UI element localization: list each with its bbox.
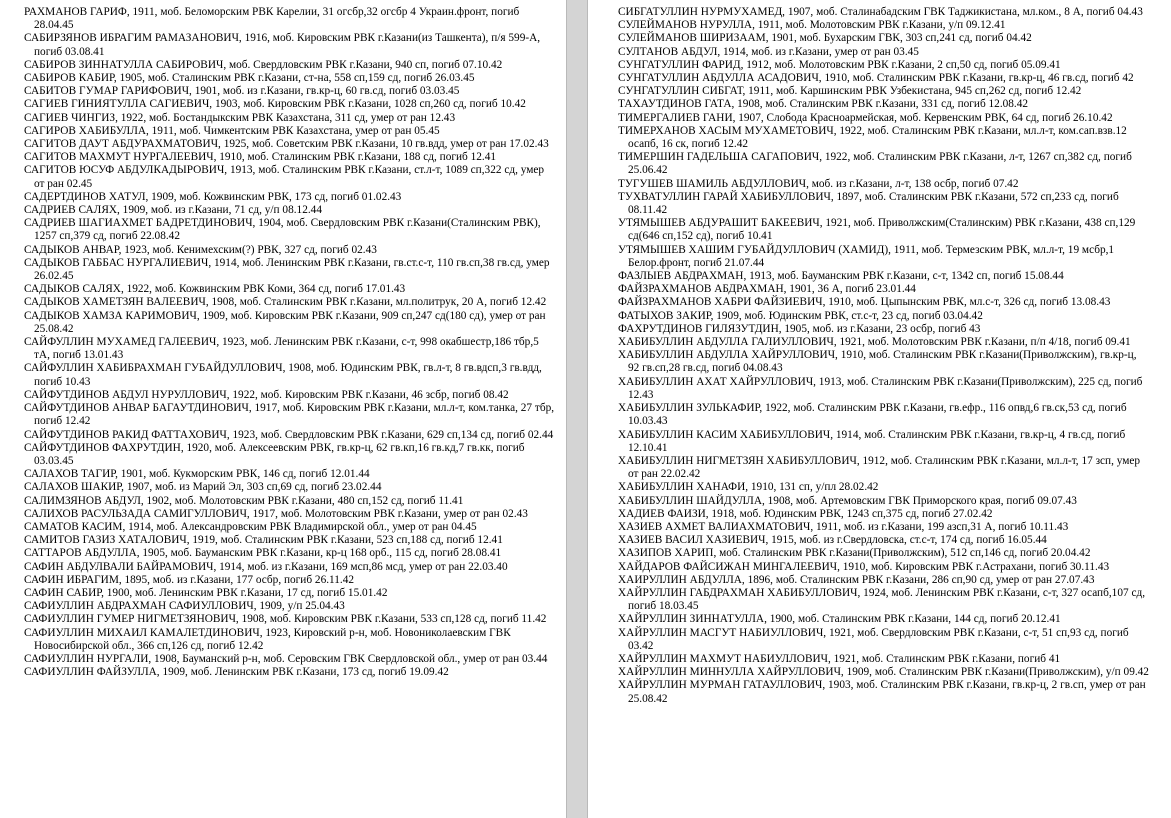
record-entry: САЛИМЗЯНОВ АБДУЛ, 1902, моб. Молотовским РВК г.Казани, 480 сп,152 сд, погиб 11.41: [24, 494, 464, 507]
record-entry: ХАБИБУЛЛИН АХАТ ХАЙРУЛЛОВИЧ, 1913, моб. Сталинским РВК г.Казани(Приволжским), 225 сд, погиб 12.43: [618, 375, 1143, 401]
record-entry: САФИУЛЛИН ГУМЕР НИГМЕТЗЯНОВИЧ, 1908, моб. Кировским РВК г.Казани, 533 сп,128 сд, погиб 11.42: [24, 613, 547, 626]
record-entry: САДРИЕВ САЛЯХ, 1909, моб. из г.Казани, 71 сд, у/п 08.12.44: [24, 204, 322, 217]
record-entry: САДЫКОВ САЛЯХ, 1922, моб. Кожвинским РВК Коми, 364 сд, погиб 17.01.43: [24, 283, 406, 296]
record-entry: ФАЙЗРАХМАНОВ АБДРАХМАН, 1901, 36 А, погиб 23.01.44: [618, 283, 916, 296]
record-entry: САЙФУТДИНОВ ФАХРУТДИН, 1920, моб. Алексеевским РВК, гв.кр-ц, 62 гв.кп,16 гв.кд,7 гв.кк, погиб 03.03.45: [24, 441, 525, 467]
record-entry: САГИТОВ ЮСУФ АБДУЛКАДЫРОВИЧ, 1913, моб. Сталинским РВК г.Казани, ст.л-т, 1089 сп,322 сд, умер от ран 02.45: [24, 164, 545, 190]
record-entry: ХАЙРУЛЛИН ЗИННАТУЛЛА, 1900, моб. Сталинским РВК г.Казани, 144 сд, погиб 20.12.41: [618, 613, 1061, 626]
record-entry: ХАБИБУЛЛИН НИГМЕТЗЯН ХАБИБУЛЛОВИЧ, 1912, моб. Сталинским РВК г.Казани, мл.л-т, 17 зсп, умер от ран 22.02.42: [618, 454, 1141, 481]
record-entry: САЛАХОВ ТАГИР, 1901, моб. Кукморским РВК, 146 сд, погиб 12.01.44: [24, 468, 370, 481]
record-entry: САДЫКОВ АНВАР, 1923, моб. Кенимехским(?) РВК, 327 сд, погиб 02.43: [24, 243, 377, 256]
record-entry: ХАЗИЕВ АХМЕТ ВАЛИАХМАТОВИЧ, 1911, моб. из г.Казани, 199 азсп,31 А, погиб 10.11.43: [618, 520, 1069, 533]
record-entry: САГИРОВ ХАБИБУЛЛА, 1911, моб. Чимкентским РВК Казахстана, умер от ран 05.45: [24, 124, 440, 137]
record-entry: ХАЙРУЛЛИН ГАБДРАХМАН ХАБИБУЛЛОВИЧ, 1924, моб. Ленинским РВК г.Казани, с-т, 327 осапб,107 сд, погиб 18.03.45: [618, 586, 1146, 613]
record-entry: САБИРЗЯНОВ ИБРАГИМ РАМАЗАНОВИЧ, 1916, моб. Кировским РВК г.Казани(из Ташкента), п/я 599-А, погиб 03.08.41: [24, 32, 541, 58]
record-entry: ХАЗИПОВ ХАРИП, моб. Сталинским РВК г.Казани(Приволжским), 512 сп,146 сд, погиб 20.04.42: [618, 547, 1091, 560]
record-entry: САДЫКОВ ХАМЗА КАРИМОВИЧ, 1909, моб. Кировским РВК г.Казани, 909 сп,247 сд(180 сд), умер от ран 25.08.42: [24, 309, 546, 335]
record-entry: ФАЗЛЫЕВ АБДРАХМАН, 1913, моб. Бауманским РВК г.Казани, с-т, 1342 сп, погиб 15.08.44: [618, 270, 1064, 283]
record-entry: САБИРОВ КАБИР, 1905, моб. Сталинским РВК г.Казани, ст-на, 558 сп,159 сд, погиб 26.03.45: [24, 72, 475, 85]
record-entry: САЙФУТДИНОВ РАКИД ФАТТАХОВИЧ, 1923, моб. Свердловским РВК г.Казани, 629 сп,134 сд, погиб 02.44: [24, 428, 554, 441]
record-entry: САЛАХОВ ШАКИР, 1907, моб. из Марий Эл, 303 сп,69 сд, погиб 23.02.44: [24, 481, 382, 494]
record-entry: САФИУЛЛИН НУРГАЛИ, 1908, Бауманский р-н, моб. Серовским ГВК Свердловской обл., умер от ран 03.44: [24, 652, 548, 665]
record-entry: ХАБИБУЛЛИН АБДУЛЛА ГАЛИУЛЛОВИЧ, 1921, моб. Молотовским РВК г.Казани, п/п 4/18, погиб 09.41: [618, 336, 1131, 349]
record-entry: САМИТОВ ГАЗИЗ ХАТАЛОВИЧ, 1919, моб. Сталинским РВК г.Казани, 523 сп,188 сд, погиб 12.41: [24, 534, 503, 547]
record-entry: САФИУЛЛИН АБДРАХМАН САФИУЛЛОВИЧ, 1909, у/п 25.04.43: [24, 600, 345, 613]
record-entry: ТАХАУТДИНОВ ГАТА, 1908, моб. Сталинским РВК г.Казани, 331 сд, погиб 12.08.42: [618, 98, 1029, 111]
record-entry: САГИЕВ ЧИНГИЗ, 1922, моб. Бостандыкским РВК Казахстана, 311 сд, умер от ран 12.43: [24, 111, 456, 124]
record-entry: СИБГАТУЛЛИН НУРМУХАМЕД, 1907, моб. Сталинабадским ГВК Таджикистана, мл.ком., 8 А, погиб 04.43: [618, 6, 1143, 18]
record-entry: САГИТОВ ДАУТ АБДУРАХМАТОВИЧ, 1925, моб. Советским РВК г.Казани, 10 гв.вдд, умер от ран 17.02.43: [24, 138, 549, 151]
record-entry: ТУХВАТУЛЛИН ГАРАЙ ХАБИБУЛЛОВИЧ, 1897, моб. Сталинским РВК г.Казани, 572 сп,233 сд, погиб 08.11.42: [618, 190, 1119, 217]
record-entry: САЙФУЛЛИН ХАБИБРАХМАН ГУБАЙДУЛЛОВИЧ, 1908, моб. Юдинским РВК, гв.л-т, 8 гв.вдсп,3 гв.вдд, погиб 10.43: [24, 362, 542, 388]
record-entry: РАХМАНОВ ГАРИФ, 1911, моб. Беломорским РВК Карелии, 31 огсбр,32 огсбр 4 Украин.фронт, погиб 28.04.45: [24, 6, 520, 32]
record-entry: САБИТОВ ГУМАР ГАРИФОВИЧ, 1901, моб. из г.Казани, гв.кр-ц, 60 гв.сд, погиб 03.03.45: [24, 85, 460, 98]
left-page: [0, 0, 566, 818]
record-entry: СУЛТАНОВ АБДУЛ, 1914, моб. из г.Казани, умер от ран 03.45: [618, 45, 919, 58]
record-entry: ХАЙРУЛЛИН МУРМАН ГАТАУЛЛОВИЧ, 1903, моб. Сталинским РВК г.Казани, гв.кр-ц, 2 гв.сп, умер от ран 25.08.42: [618, 679, 1146, 705]
record-entry: ХАЙРУЛЛИН МИННУЛЛА ХАЙРУЛЛОВИЧ, 1909, моб. Сталинским РВК г.Казани(Приволжским), у/п 09.42: [618, 666, 1149, 679]
record-entry: ХАБИБУЛЛИН ШАЙДУЛЛА, 1908, моб. Артемовским ГВК Приморского края, погиб 09.07.43: [618, 494, 1077, 507]
record-entry: САБИРОВ ЗИННАТУЛЛА САБИРОВИЧ, моб. Свердловским РВК г.Казани, 940 сп, погиб 07.10.42: [24, 58, 503, 71]
record-entry: ХАБИБУЛЛИН КАСИМ ХАБИБУЛЛОВИЧ, 1914, моб. Сталинским РВК г.Казани, гв.кр-ц, 4 гв.сд, погиб 12.10.41: [618, 428, 1126, 454]
record-entry: САФИУЛЛИН МИХАИЛ КАМАЛЕТДИНОВИЧ, 1923, Кировский р-н, моб. Новониколаевским ГВК Новосибирской обл., 366 сп,126 сд, погиб 12.42: [24, 626, 511, 652]
right-column-entries: [618, 6, 1150, 706]
right-page: [588, 0, 1171, 818]
record-entry: СУЛЕЙМАНОВ НУРУЛЛА, 1911, моб. Молотовским РВК г.Казани, у/п 09.12.41: [618, 19, 1006, 32]
record-entry: САЛИХОВ РАСУЛЬЗАДА САМИГУЛЛОВИЧ, 1917, моб. Молотовским РВК г.Казани, умер от ран 02.43: [24, 507, 528, 520]
record-entry: СУЛЕЙМАНОВ ШИРИЗААМ, 1901, моб. Бухарским ГВК, 303 сп,241 сд, погиб 04.42: [618, 32, 1032, 45]
record-entry: САГИТОВ МАХМУТ НУРГАЛЕЕВИЧ, 1910, моб. Сталинским РВК г.Казани, 188 сд, погиб 12.41: [24, 151, 497, 164]
record-entry: САДЫКОВ ГАББАС НУРГАЛИЕВИЧ, 1914, моб. Ленинским РВК г.Казани, гв.ст.с-т, 110 гв.сп,38 гв.сд, умер 26.02.45: [24, 256, 550, 283]
record-entry: САДЫКОВ ХАМЕТЗЯН ВАЛЕЕВИЧ, 1908, моб. Сталинским РВК г.Казани, мл.политрук, 20 А, погиб 12.42: [24, 296, 547, 309]
record-entry: САГИЕВ ГИНИЯТУЛЛА САГИЕВИЧ, 1903, моб. Кировским РВК г.Казани, 1028 сп,260 сд, погиб 10.42: [24, 98, 526, 111]
record-entry: САФИУЛЛИН ФАЙЗУЛЛА, 1909, моб. Ленинским РВК г.Казани, 173 сд, погиб 19.09.42: [24, 666, 449, 679]
record-entry: ФАТЫХОВ ЗАКИР, 1909, моб. Юдинским РВК, ст.с-т, 23 сд, погиб 03.04.42: [618, 309, 983, 322]
page-gutter: [566, 0, 588, 818]
record-entry: ФАЙЗРАХМАНОВ ХАБРИ ФАЙЗИЕВИЧ, 1910, моб. Цыпынским РВК, мл.с-т, 326 сд, погиб 13.08.43: [618, 296, 1111, 309]
record-entry: ХАБИБУЛЛИН ХАНАФИ, 1910, 131 сп, у/пл 28.02.42: [618, 481, 879, 494]
record-entry: ТИМЕРГАЛИЕВ ГАНИ, 1907, Слобода Красноармейская, моб. Кервенским РВК, 64 сд, погиб 26.10.42: [618, 111, 1113, 124]
record-entry: ХАЙРУЛЛИН МАХМУТ НАБИУЛЛОВИЧ, 1921, моб. Сталинским РВК г.Казани, погиб 41: [618, 652, 1061, 665]
record-entry: ФАХРУТДИНОВ ГИЛЯЗУТДИН, 1905, моб. из г.Казани, 23 осбр, погиб 43: [618, 322, 981, 335]
record-entry: ТИМЕРХАНОВ ХАСЫМ МУХАМЕТОВИЧ, 1922, моб. Сталинским РВК г.Казани, мл.л-т, ком.сап.взв.12 осапб, 16 ск, погиб 12.42: [618, 124, 1127, 151]
record-entry: ХАЙДАРОВ ФАЙСИЖАН МИНГАЛЕЕВИЧ, 1910, моб. Кировским РВК г.Астрахани, погиб 30.11.43: [618, 560, 1110, 573]
record-entry: САЙФУЛЛИН МУХАМЕД ГАЛЕЕВИЧ, 1923, моб. Ленинским РВК г.Казани, с-т, 998 окабшестр,186 тбр,5 тА, погиб 13.01.43: [24, 336, 539, 362]
record-entry: ХАДИЕВ ФАИЗИ, 1918, моб. Юдинским РВК, 1243 сп,375 сд, погиб 27.02.42: [618, 507, 993, 520]
record-entry: САДРИЕВ ШАГИАХМЕТ БАДРЕТДИНОВИЧ, 1904, моб. Свердловским РВК г.Казани(Сталинским РВК), 1257 сп,379 сд, погиб 22.08.42: [24, 217, 541, 243]
record-entry: САФИН АБДУЛВАЛИ БАЙРАМОВИЧ, 1914, моб. из г.Казани, 169 мсп,86 мсд, умер от ран 22.03.40: [24, 560, 508, 573]
record-entry: СУНГАТУЛЛИН ФАРИД, 1912, моб. Молотовским РВК г.Казани, 2 сп,50 сд, погиб 05.09.41: [618, 58, 1061, 71]
record-entry: САФИН САБИР, 1900, моб. Ленинским РВК г.Казани, 17 сд, погиб 15.01.42: [24, 586, 388, 599]
record-entry: СУНГАТУЛЛИН СИБГАТ, 1911, моб. Каршинским РВК Узбекистана, 945 сп,262 сд, погиб 12.42: [618, 85, 1082, 98]
record-entry: ХАИРУЛЛИН АБДУЛЛА, 1896, моб. Сталинским РВК г.Казани, 286 сп,90 сд, умер от ран 27.07.43: [618, 573, 1095, 586]
record-entry: САФИН ИБРАГИМ, 1895, моб. из г.Казани, 177 осбр, погиб 26.11.42: [24, 573, 355, 586]
record-entry: ТУГУШЕВ ШАМИЛЬ АБДУЛЛОВИЧ, моб. из г.Казани, л-т, 138 осбр, погиб 07.42: [618, 177, 1019, 190]
record-entry: СУНГАТУЛЛИН АБДУЛЛА АСАДОВИЧ, 1910, моб. Сталинским РВК г.Казани, гв.кр-ц, 46 гв.сд, погиб 42: [618, 72, 1134, 85]
record-entry: ХАЗИЕВ ВАСИЛ ХАЗИЕВИЧ, 1915, моб. из г.Свердловска, ст.с-т, 174 сд, погиб 16.05.44: [618, 534, 1047, 547]
record-entry: ТИМЕРШИН ГАДЕЛЬША САГАПОВИЧ, 1922, моб. Сталинским РВК г.Казани, л-т, 1267 сп,382 сд, погиб 25.06.42: [618, 151, 1132, 177]
record-entry: ХАБИБУЛЛИН ЗУЛЬКАФИР, 1922, моб. Сталинским РВК г.Казани, гв.ефр., 116 опвд,6 гв.ск,53 сд, погиб 10.03.43: [618, 402, 1127, 428]
record-entry: САЙФУТДИНОВ АБДУЛ НУРУЛЛОВИЧ, 1922, моб. Кировским РВК г.Казани, 46 зсбр, погиб 08.42: [24, 388, 509, 401]
record-entry: САДЕРТДИНОВ ХАТУЛ, 1909, моб. Кожвинским РВК, 173 сд, погиб 01.02.43: [24, 190, 402, 203]
left-column-entries: [24, 6, 556, 679]
record-entry: ХАБИБУЛЛИН АБДУЛЛА ХАЙРУЛЛОВИЧ, 1910, моб. Сталинским РВК г.Казани(Приволжским), гв.кр-ц, 92 гв.сп,28 гв.сд, погиб 04.08.43: [618, 349, 1137, 375]
record-entry: САЙФУТДИНОВ АНВАР БАГАУТДИНОВИЧ, 1917, моб. Кировским РВК г.Казани, мл.л-т, ком.танка, 27 тбр, погиб 12.42: [24, 402, 555, 428]
record-entry: УТЯМЫШЕВ АБДУРАШИТ БАКЕЕВИЧ, 1921, моб. Приволжским(Сталинским) РВК г.Казани, 438 сп,129 сд(646 сп,152 сд), погиб 10.41: [618, 217, 1136, 243]
record-entry: УТЯМЫШЕВ ХАШИМ ГУБАЙДУЛЛОВИЧ (ХАМИД), 1911, моб. Термезским РВК, мл.л-т, 19 мсбр,1 Белор.фронт, погиб 21.07.44: [618, 243, 1115, 269]
record-entry: САТТАРОВ АБДУЛЛА, 1905, моб. Бауманским РВК г.Казани, кр-ц 168 орб., 115 сд, погиб 28.08.41: [24, 547, 502, 560]
record-entry: ХАЙРУЛЛИН МАСГУТ НАБИУЛЛОВИЧ, 1921, моб. Свердловским РВК г.Казани, с-т, 51 сп,93 сд, погиб 03.42: [618, 626, 1129, 652]
record-entry: САМАТОВ КАСИМ, 1914, моб. Александровским РВК Владимирской обл., умер от ран 04.45: [24, 520, 477, 533]
